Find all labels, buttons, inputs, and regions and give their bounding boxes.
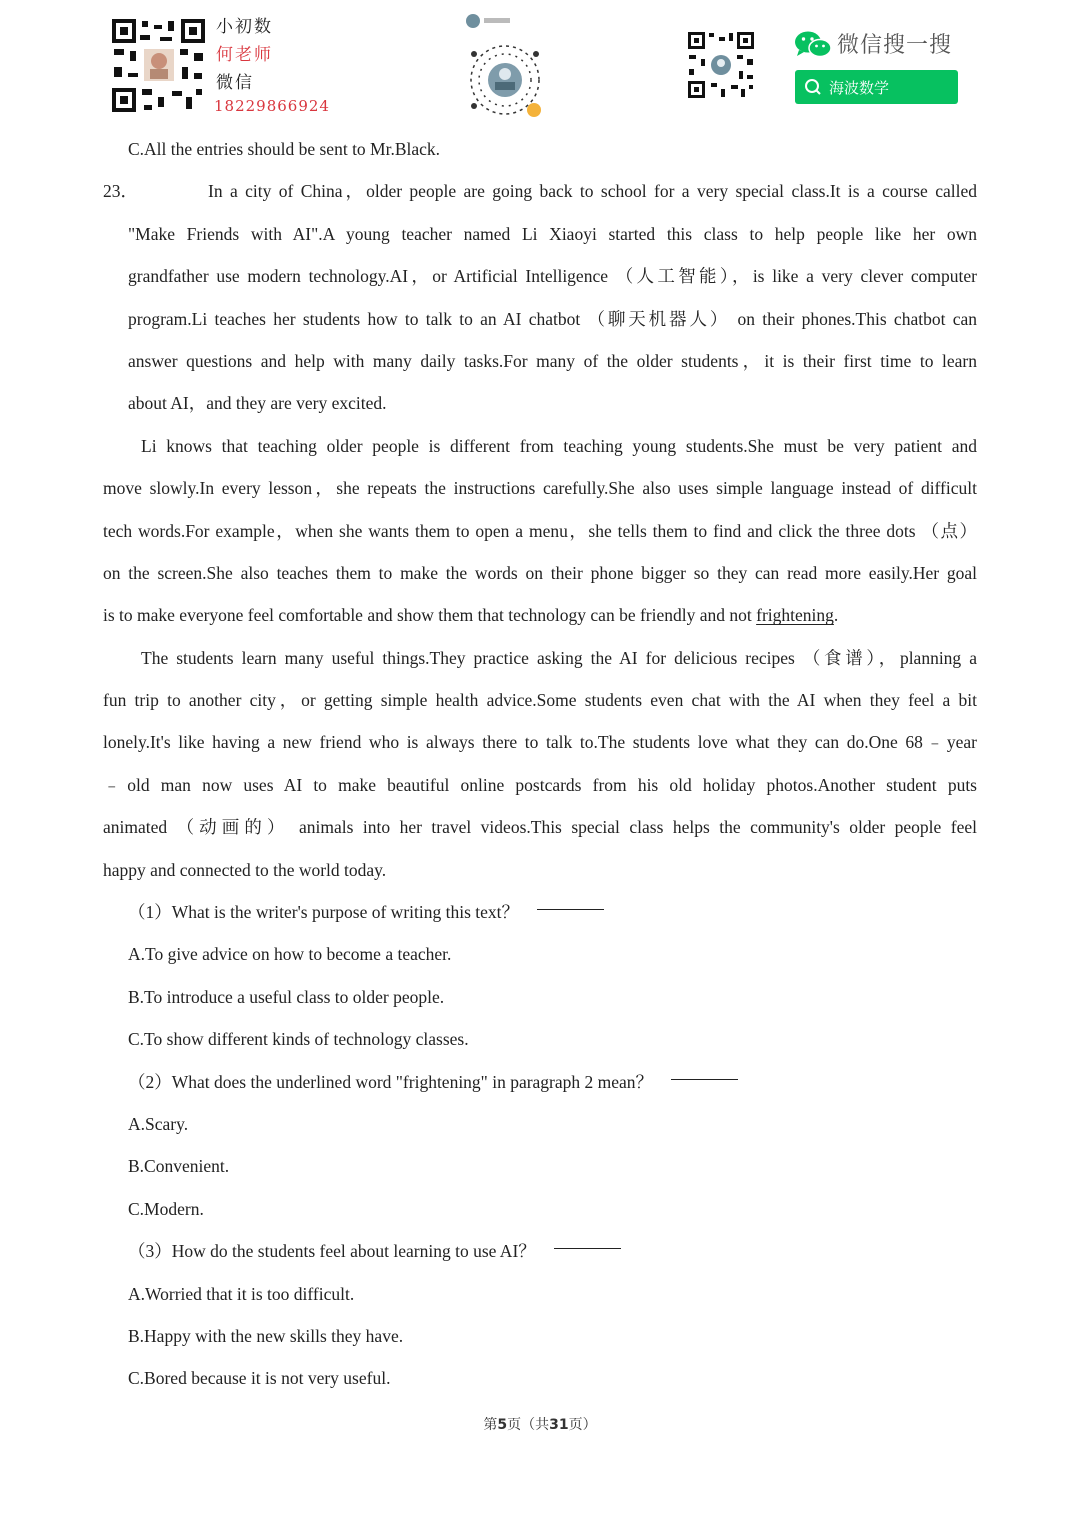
- search-icon: [795, 77, 829, 97]
- contact-phone: 18229866924: [214, 97, 330, 115]
- passage-line: ﹣old man now uses AI to make beautiful online postcards from his old holiday photos.Another student puts: [103, 774, 977, 795]
- search-keyword: 海波数学: [829, 78, 890, 97]
- passage-line: grandfather use modern technology.AI，or Artificial Intelligence （人工智能），is like a very clever computer: [128, 266, 977, 287]
- passage-line: animated （动画的） animals into her travel videos.This special class helps the community's older people feel: [103, 817, 977, 838]
- option-b: B.Happy with the new skills they have.: [128, 1325, 404, 1346]
- question-content: [103, 128, 977, 1400]
- page-header: [0, 0, 1080, 125]
- passage-line: about AI，and they are very excited.: [128, 393, 387, 414]
- sub-question-1: [103, 891, 977, 933]
- passage-text: is to make everyone feel comfortable and show them that technology can be friendly and not: [103, 605, 757, 626]
- answer-blank[interactable]: [554, 1247, 621, 1249]
- wechat-search-box[interactable]: [795, 70, 958, 104]
- page-footer: [0, 1414, 1080, 1434]
- option-c: C.To show different kinds of technology classes.: [128, 1029, 469, 1050]
- sub-question-2: [103, 1061, 977, 1103]
- option-c: C.Bored because it is not very useful.: [128, 1368, 391, 1389]
- answer-blank[interactable]: [537, 908, 604, 910]
- underlined-word: frightening: [756, 605, 834, 626]
- passage-line: on the screen.She also teaches them to make the words on their phone bigger so they can read more easily.Her goal: [103, 562, 977, 583]
- question-prompt: （2）What does the underlined word "frightening" in paragraph 2 mean？: [128, 1071, 654, 1092]
- question-prompt: （3）How do the students feel about learning to use AI？: [128, 1241, 536, 1262]
- wechat-search-title: 微信搜一搜: [837, 33, 953, 58]
- passage-text: In a city of China，older people are going back to school for a very special class.It is a course called: [208, 181, 977, 202]
- passage-line: tech words.For example，when she wants them to open a menu，she tells them to find and click the three dots （点）: [103, 520, 977, 541]
- option-b: B.To introduce a useful class to older people.: [128, 986, 445, 1007]
- passage-line: answer questions and help with many daily tasks.For many of the older students，it is their first time to learn: [128, 350, 977, 371]
- passage-line: lonely.It's like having a new friend who is always there to talk to.The students love what they can do.One 68﹣year: [103, 732, 977, 753]
- contact-line-2: 何老师: [216, 45, 273, 65]
- page-number: 5: [497, 1417, 508, 1433]
- option-a: A.To give advice on how to become a teacher.: [128, 944, 452, 965]
- wechat-qr-code-right: [687, 31, 755, 99]
- previous-option-line: C.All the entries should be sent to Mr.Black.: [128, 139, 441, 159]
- question-number: 23．: [103, 181, 138, 202]
- option-c: C.Modern.: [128, 1198, 204, 1219]
- contact-line-3: 微信: [216, 73, 254, 93]
- passage-line: [103, 170, 977, 212]
- answer-blank[interactable]: [671, 1078, 738, 1080]
- passage-line: The students learn many useful things.They practice asking the AI for delicious recipes （食谱），planning a: [141, 647, 977, 668]
- passage-line: happy and connected to the world today.: [103, 859, 387, 880]
- passage-line: "Make Friends with AI".A young teacher named Li Xiaoyi started this class to help people like her own: [128, 223, 977, 244]
- passage-line: [103, 594, 977, 636]
- passage-line: move slowly.In every lesson，she repeats the instructions carefully.She also uses simple language instead of difficult: [103, 478, 977, 499]
- footer-text: 页）: [568, 1417, 597, 1433]
- question-prompt: （1）What is the writer's purpose of writing this text？: [128, 902, 520, 923]
- contact-line-1: 小初数: [216, 17, 273, 37]
- passage-line: fun trip to another city，or getting simple health advice.Some students even chat with the AI when they feel a bit: [103, 690, 977, 711]
- wechat-logo-icon: [793, 30, 833, 60]
- passage-line: Li knows that teaching older people is different from teaching young students.She must be very patient and: [141, 435, 977, 456]
- footer-text: 页（共: [507, 1417, 550, 1433]
- option-a: A.Scary.: [128, 1113, 189, 1134]
- passage-text: .: [833, 605, 839, 626]
- mini-program-code: [462, 12, 547, 120]
- option-a: A.Worried that it is too difficult.: [128, 1283, 355, 1304]
- option-b: B.Convenient.: [128, 1156, 230, 1177]
- wechat-qr-code-left: [110, 17, 207, 114]
- page-total: 31: [549, 1417, 569, 1433]
- footer-text: 第: [483, 1417, 498, 1433]
- passage-line: program.Li teaches her students how to talk to an AI chatbot （聊天机器人） on their phones.This chatbot can: [128, 308, 977, 329]
- sub-question-3: [103, 1230, 977, 1272]
